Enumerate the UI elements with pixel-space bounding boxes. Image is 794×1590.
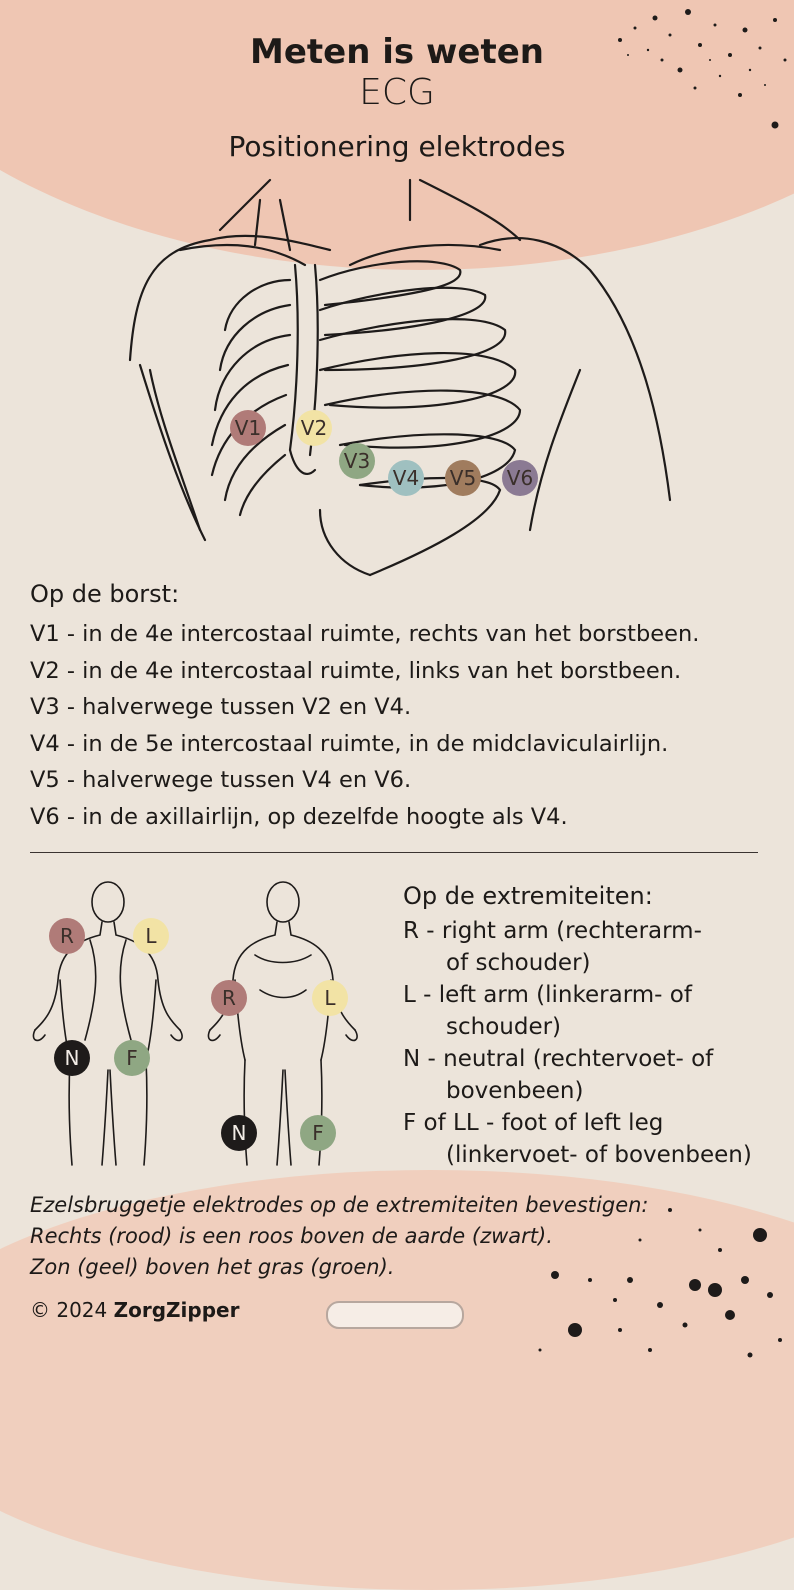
chest-heading: Op de borst:	[30, 580, 180, 608]
section-divider	[30, 852, 758, 853]
page-subtitle: ECG	[359, 72, 435, 113]
list-item: V5 - halverwege tussen V4 en V6.	[30, 767, 412, 793]
electrode-v5: V5	[445, 460, 481, 496]
mnemonic-text: Ezelsbruggetje elektrodes op de extremiteiten bevestigen: Rechts (rood) is een roos boven de aarde (zwart). Zon (geel) boven het gras (groen).	[30, 1193, 649, 1279]
list-item: V2 - in de 4e intercostaal ruimte, links van het borstbeen.	[30, 657, 682, 684]
list-item: V4 - in de 5e intercostaal ruimte, in de midclaviculairlijn.	[30, 730, 669, 757]
electrode-front-f: F	[300, 1115, 336, 1151]
list-item: V6 - in de axillairlijn, op dezelfde hoogte als V4.	[30, 803, 568, 830]
limb-instructions	[403, 915, 763, 1171]
electrode-v6: V6	[502, 460, 538, 496]
electrode-v2: V2	[296, 410, 332, 446]
home-indicator[interactable]	[326, 1301, 464, 1329]
electrode-v1: V1	[230, 410, 266, 446]
chest-instructions	[30, 616, 699, 835]
electrode-back-l: L	[133, 918, 169, 954]
electrode-front-r: R	[211, 980, 247, 1016]
electrode-front-n: N	[221, 1115, 257, 1151]
electrode-back-n: N	[54, 1040, 90, 1076]
list-item: N - neutral (rechtervoet- of bovenbeen)	[403, 1046, 714, 1104]
copyright: © 2024 ZorgZipper	[30, 1298, 240, 1322]
list-item: L - left arm (linkerarm- of schouder)	[403, 982, 692, 1040]
limb-heading: Op de extremiteiten:	[403, 882, 653, 910]
list-item: V3 - halverwege tussen V2 en V4.	[30, 694, 412, 720]
list-item: R - right arm (rechterarm- of schouder)	[403, 918, 702, 976]
list-item: F of LL - foot of left leg (linkervoet- of bovenbeen)	[403, 1110, 752, 1168]
section-title: Positionering elektrodes	[228, 130, 566, 163]
electrode-v4: V4	[388, 460, 424, 496]
electrode-back-f: F	[114, 1040, 150, 1076]
electrode-front-l: L	[312, 980, 348, 1016]
electrode-back-r: R	[49, 918, 85, 954]
list-item: V1 - in de 4e intercostaal ruimte, rechts van het borstbeen.	[30, 621, 700, 647]
torso-ribcage-illustration	[120, 170, 680, 580]
brand-name: ZorgZipper	[113, 1298, 240, 1322]
page-title: Meten is weten	[250, 32, 544, 72]
electrode-v3: V3	[339, 443, 375, 479]
